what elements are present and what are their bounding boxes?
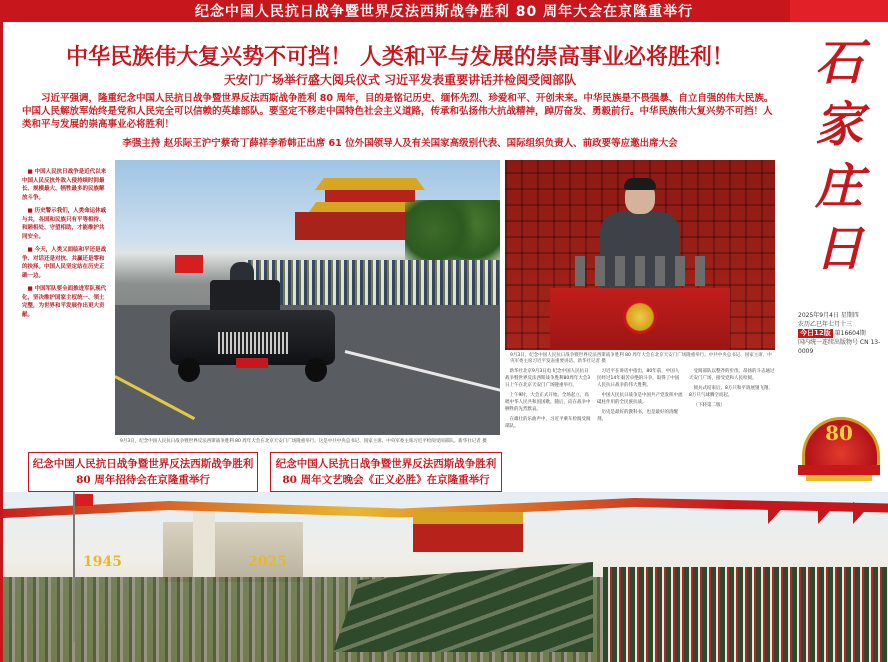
article-paragraph: 受阅部队以整齐的步伐、昂扬的斗志通过天安门广场，接受党和人民检阅。 — [689, 369, 775, 381]
reception-headline-box: 纪念中国人民抗日战争暨世界反法西斯战争胜利 80 周年招待会在京隆重举行 — [28, 452, 258, 492]
anniversary-emblem — [796, 407, 882, 493]
left-paragraph: ■ 今天，人类又面临和平还是战争、对话还是对抗、共赢还是零和的抉择。中国人民坚定站在历史正确一边。 — [22, 247, 107, 279]
article-paragraph: 在雄壮的乐曲声中，习近平乘车检阅受阅部队。 — [505, 417, 591, 429]
newspaper-logo — [798, 32, 880, 287]
issue-label: 今日12版 — [800, 329, 831, 337]
national-emblem-icon — [623, 300, 657, 334]
lead-paragraph: 习近平强调，隆重纪念中国人民抗日战争暨世界反法西斯战争胜利 80 周年，目的是铭记历史、缅怀先烈、珍爱和平、开创未来。中华民族是不畏强暴、自立自强的伟大民族。中国人民解放军始终是党和人民完全可以信赖的英雄部队。要坚定不移走中国特色社会主义道路，传承和弘扬伟大抗战精神，踔厉奋发、勇毅前行。中华民族伟大复兴势不可挡！人类和平与发展的崇高事业必将胜利！ — [22, 93, 774, 130]
logo-char-2: 家 — [814, 97, 863, 153]
tiananmen-gate-small — [413, 512, 523, 552]
logo-char-4: 日 — [814, 221, 863, 277]
dateline — [798, 311, 882, 356]
masthead-cap — [790, 0, 888, 22]
great-wall-graphic — [798, 465, 880, 475]
top-banner-text: 纪念中国人民抗日战争暨世界反法西斯战争胜利 80 周年大会在京隆重举行 — [194, 4, 694, 20]
military-vehicles — [333, 562, 593, 652]
left-paragraph: ■ 历史警示我们，人类命运休戚与共，各国和民族只有平等相待、和睦相处、守望相助，才能维护共同安全。 — [22, 208, 107, 240]
ribbon-graphic — [806, 475, 872, 481]
red-flag — [175, 255, 203, 273]
left-paragraph: ■ 中国军队要全面推进军队现代化，坚决维护国家主权统一、领土完整，为世界和平发展作出更大贡献。 — [22, 286, 107, 318]
cn-number: 国内统一连续出版物号 CN 13-0009 — [798, 339, 881, 355]
article-paragraph: 中国人民抗日战争是中国共产党发挥中流砥柱作用的全民族抗战。 — [597, 393, 683, 405]
sub-headline: 天安门广场举行盛大阅兵仪式 习近平发表重要讲话并检阅受阅部队 — [223, 73, 577, 87]
article-paragraph: 历史是最好的教科书，也是最好的清醒剂。 — [597, 410, 678, 422]
left-paragraph: ■ 中国人民抗日战争是近代以来中国人民反抗外敌入侵持续时间最长、规模最大、牺牲最多的民族解放斗争。 — [22, 169, 107, 201]
review-car — [170, 280, 335, 390]
issue-number: 第16604期 — [834, 330, 866, 337]
lunar-date: 农历乙巳年七月十三 — [798, 321, 853, 328]
gala-headline-box: 纪念中国人民抗日战争暨世界反法西斯战争胜利 80 周年文艺晚会《正义必胜》在京隆重举行 — [270, 452, 502, 492]
microphones — [575, 256, 705, 286]
soldier-formation — [603, 567, 888, 662]
trees — [405, 200, 500, 260]
article-paragraph: （下转第二版） — [693, 403, 725, 408]
left-column — [22, 168, 107, 438]
logo-char-3: 庄 — [814, 159, 863, 215]
byline: 李强主持 赵乐际王沪宁蔡奇丁薛祥李希韩正出席 61 位外国领导人及有关国家高级别代表、国际组织负责人、前政要等应邀出席大会 — [122, 138, 678, 149]
date-text: 2025年9月4日 星期四 — [798, 312, 859, 319]
article-paragraph: 习近平在讲话中指出，80年前，中国人民经过14年艰苦卓绝的斗争，取得了中国人民抗日战争的伟大胜利。 — [597, 369, 680, 388]
article-paragraph: 新华社北京9月3日电 纪念中国人民抗日战争暨世界反法西斯战争胜利80周年大会3日上午在北京天安门广场隆重举行。 — [505, 369, 591, 388]
year-1945: 1945 — [83, 554, 122, 570]
main-headline: 中华民族伟大复兴势不可挡！ 人类和平与发展的崇高事业必将胜利！ — [66, 44, 734, 70]
photo2-caption: 9月3日，纪念中国人民抗日战争暨世界反法西斯战争胜利 80 周年大会在北京天安门广场隆重举行。中共中央总书记、国家主席、中央军委主席习近平发表重要讲话。新华社记者 摄 — [510, 353, 772, 364]
great-hall — [163, 522, 303, 582]
article-paragraph: 阅兵式结束后，8万只和平鸽展翅飞翔，8万只气球腾空而起。 — [689, 386, 773, 398]
photo1-caption: 9月3日，纪念中国人民抗日战争暨世界反法西斯战争胜利 80 周年大会在北京天安门广场隆重举行。这是中共中央总书记、国家主席、中央军委主席习近平检阅受阅部队。新华社记者 摄 — [120, 439, 487, 444]
parade-review-photo — [115, 160, 500, 435]
national-flag-icon — [75, 494, 93, 506]
speech-photo — [505, 160, 775, 350]
emblem-80: 80 — [825, 421, 853, 445]
article-paragraph: 上午9时，大会正式开始。全场起立，高唱中华人民共和国国歌。随后，向在战争中牺牲的先烈默哀。 — [505, 393, 591, 412]
year-2025: 2025 — [248, 554, 287, 570]
bottom-photo-band — [3, 492, 888, 662]
logo-char-1: 石 — [814, 35, 863, 91]
top-banner — [0, 0, 888, 22]
